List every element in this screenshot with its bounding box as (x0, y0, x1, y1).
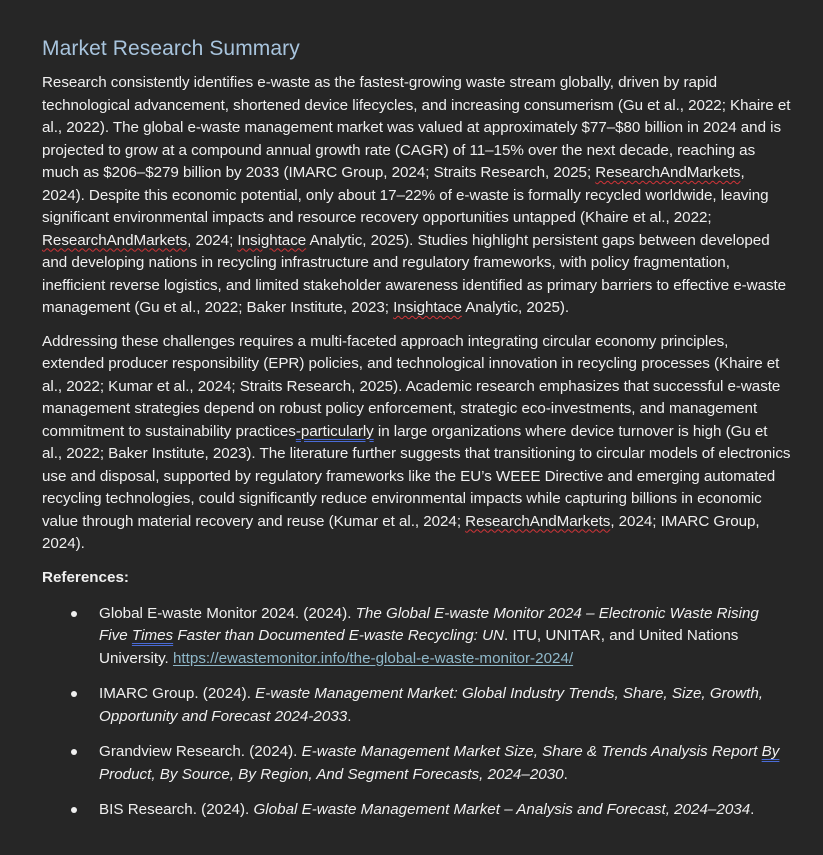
reference-title: E-waste Management Market: Global Industry Trends, Share, Size, Growth, Opportunity and Forecast 2024-2033 (99, 685, 764, 725)
spelling-flag[interactable]: ResearchAndMarkets (595, 164, 741, 181)
spelling-flag[interactable]: ResearchAndMarkets (465, 512, 611, 530)
spelling-flag[interactable]: Insightace (237, 231, 307, 249)
references-heading: References: (42, 568, 129, 586)
reference-author: Global E-waste Monitor 2024. (2024). (99, 604, 356, 622)
reference-tail: . (347, 707, 352, 725)
text-run: Addressing these challenges requires a multi-faceted approach integrating circular economy principles, extended producer responsibility (EPR) policies, and technological innovation in recycling processes (Khaire et al., 2022; Kumar et al., 2024; Straits Research, 2025). Academic research emphasizes that successful e-waste management strategies depend on robust policy enforcement, strategic eco-investments, and management commitment to sustainability practices (42, 332, 781, 440)
text-run: Research consistently identifies e-waste as the fastest-growing waste stream globally, driven by rapid technological advancement, shortened device lifecycles, and increasing consumerism (Gu et al., 2022; Khaire et al., 2022). The global e-waste management market was valued at approximately $77–$80 billion in 2024 and is projected to grow at a compound annual growth rate (CAGR) of 11–15% over the next decade, reaching as much as $206–$279 billion by 2033 (IMARC Group, 2024; Straits Research, 2025; (42, 74, 791, 181)
reference-author: IMARC Group. (2024). (99, 685, 256, 702)
reference-item[interactable] (42, 741, 791, 786)
text-run: Analytic, 2025). Studies highlight persistent gaps between developed and developing nations in recycling infrastructure and regulatory frameworks, with policy fragmentation, inefficient reverse logistics, and limited stakeholder awareness identified as primary barriers to effective e-waste management (Gu et al., 2022; Baker Institute, 2023; (42, 231, 787, 316)
reference-tail: . (750, 801, 755, 818)
reference-title-text: Product, By Source, By Region, And Segment Forecasts, 2024–2030 (99, 765, 564, 783)
reference-tail: . (563, 765, 568, 783)
text-run: , 2024; IMARC Group, 2024). (42, 512, 760, 552)
text-run: Analytic, 2025). (461, 299, 570, 316)
reference-title-text: The Global E-waste Monitor 2024 – Electronic Waste Rising Five (99, 604, 759, 644)
reference-item[interactable] (42, 603, 791, 671)
reference-title: Global E-waste Management Market – Analysis and Forecast, 2024–2034 (253, 801, 751, 818)
grammar-flag[interactable]: Times (131, 627, 174, 644)
reference-item[interactable] (42, 683, 791, 728)
reference-author: Grandview Research. (2024). (99, 743, 302, 760)
paragraph-challenges[interactable] (42, 331, 791, 556)
paragraph-market-overview[interactable] (42, 72, 791, 320)
spelling-flag[interactable]: ResearchAndMarkets (42, 231, 188, 249)
text-run: , 2024; (187, 231, 238, 249)
reference-title-text: E-waste Management Market Size, Share & Trends Analysis Report (301, 743, 762, 760)
section-heading: Market Research Summary (42, 37, 300, 60)
spelling-flag[interactable]: Insightace (393, 299, 462, 316)
reference-author: BIS Research. (2024). (99, 801, 254, 818)
reference-title-text: Faster than Documented E-waste Recycling: UN (173, 627, 505, 644)
reference-item[interactable] (42, 799, 791, 822)
text-run: in large organizations where device turnover is high (Gu et al., 2022; Baker Institute, 2023). The literature further suggests that transitioning to circular models of electronics use and disposal, supported by regulatory frameworks like the EU’s WEEE Directive and emerging automated recycling technologies, could significantly reduce environmental impacts while capturing billions in economic value through material recovery and reuse (Kumar et al., 2024; (42, 422, 791, 530)
reference-publisher: . ITU, UNITAR, and United Nations University. (99, 627, 739, 667)
references-list (42, 603, 791, 822)
grammar-flag[interactable]: -particularly (295, 422, 374, 440)
grammar-flag[interactable]: By (761, 743, 780, 760)
reference-url-link[interactable]: https://ewastemonitor.info/the-global-e-waste-monitor-2024/ (172, 649, 574, 667)
text-run: , 2024). Despite this economic potential, only about 17–22% of e-waste is formally recycled worldwide, leaving significant environmental impacts and resource recovery opportunities untapped (Khaire et al., 2022; (42, 164, 769, 226)
